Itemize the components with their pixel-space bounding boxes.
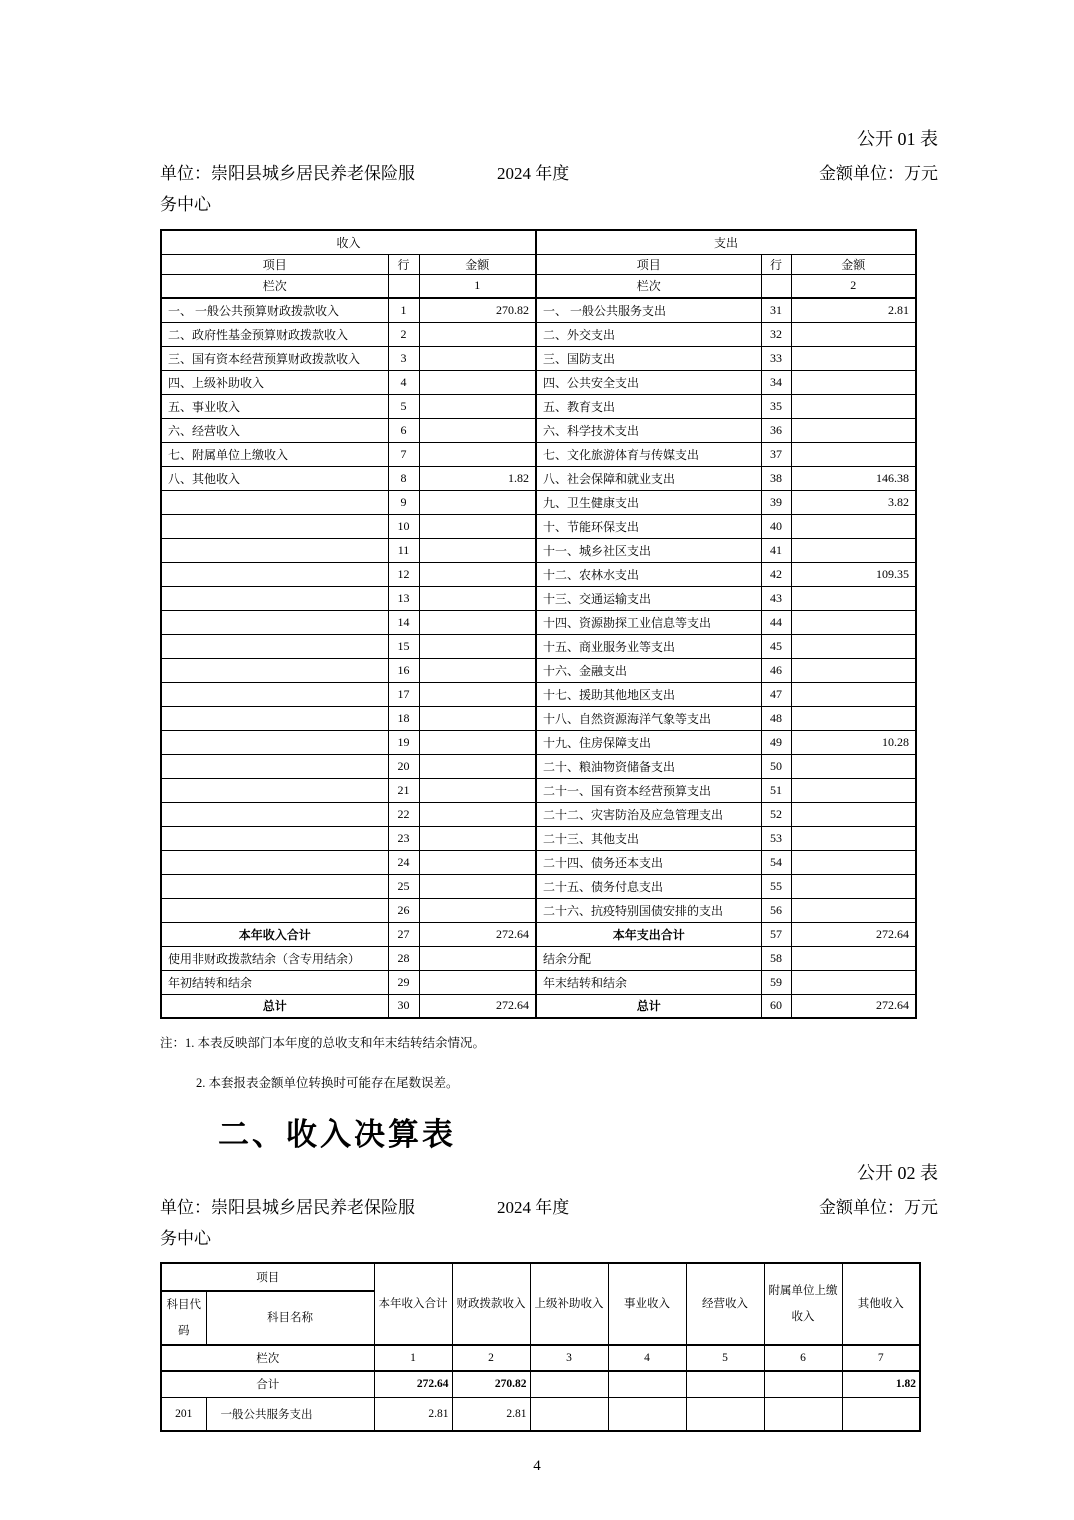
income-amount-cell [419, 610, 536, 634]
unit-label [160, 158, 497, 220]
detail-value-cell [842, 1397, 920, 1431]
summary-table-row [161, 634, 916, 658]
expense-line-cell: 38 [761, 466, 791, 490]
income-item-cell [161, 610, 388, 634]
income-item-cell [161, 898, 388, 922]
expense-item-cell: 十二、农林水支出 [536, 562, 761, 586]
expense-amount-cell [791, 418, 916, 442]
summary-table-body [161, 298, 916, 1018]
expense-item-cell: 十、节能环保支出 [536, 514, 761, 538]
summary-table-row [161, 562, 916, 586]
income-amount-cell [419, 730, 536, 754]
summary-table-row [161, 322, 916, 346]
income-line-cell: 21 [388, 778, 419, 802]
income-item-cell [161, 826, 388, 850]
expense-item-cell: 二十一、国有资本经营预算支出 [536, 778, 761, 802]
expense-line-cell: 42 [761, 562, 791, 586]
expense-amount-cell [791, 706, 916, 730]
summary-table-row [161, 466, 916, 490]
detail-total-value: 272.64 [374, 1371, 452, 1397]
income-item-cell [161, 490, 388, 514]
income-amount-cell [419, 946, 536, 970]
detail-lanci-2: 2 [452, 1345, 530, 1371]
expense-amount-cell [791, 682, 916, 706]
expense-amount-cell [791, 634, 916, 658]
income-amount-cell [419, 586, 536, 610]
income-line-cell: 20 [388, 754, 419, 778]
income-item-cell: 二、政府性基金预算财政拨款收入 [161, 322, 388, 346]
income-item-cell [161, 874, 388, 898]
col-header-other-income: 其他收入 [842, 1263, 920, 1345]
income-item-cell: 总计 [161, 994, 388, 1018]
income-amount-cell [419, 514, 536, 538]
income-item-cell: 七、附属单位上缴收入 [161, 442, 388, 466]
income-amount-cell [419, 322, 536, 346]
expense-item-cell: 六、科学技术支出 [536, 418, 761, 442]
expense-line-cell: 43 [761, 586, 791, 610]
col-header-superior-subsidy: 上级补助收入 [530, 1263, 608, 1345]
group-header-row [161, 230, 916, 254]
expense-line-cell: 58 [761, 946, 791, 970]
income-item-cell: 八、其他收入 [161, 466, 388, 490]
detail-lanci-4: 4 [608, 1345, 686, 1371]
expense-line-cell: 49 [761, 730, 791, 754]
expense-item-cell: 四、公共安全支出 [536, 370, 761, 394]
expense-line-cell: 48 [761, 706, 791, 730]
summary-table-row [161, 538, 916, 562]
detail-total-value [530, 1371, 608, 1397]
income-line-cell: 25 [388, 874, 419, 898]
item-group-header: 项目 [161, 1263, 374, 1291]
detail-total-value: 1.82 [842, 1371, 920, 1397]
income-line-cell: 26 [388, 898, 419, 922]
expense-amount-cell [791, 826, 916, 850]
income-amount-cell [419, 394, 536, 418]
income-detail-table [160, 1262, 921, 1432]
fiscal-year-label-2: 2024 年度 [497, 1198, 570, 1217]
page-content [160, 0, 938, 1432]
expense-line-cell: 31 [761, 298, 791, 322]
income-amount-cell [419, 370, 536, 394]
summary-table-row [161, 418, 916, 442]
expense-line-cell: 46 [761, 658, 791, 682]
income-item-cell: 年初结转和结余 [161, 970, 388, 994]
summary-table-row [161, 370, 916, 394]
detail-lanci-6: 6 [764, 1345, 842, 1371]
income-amount-cell: 270.82 [419, 298, 536, 322]
summary-table-row [161, 970, 916, 994]
unit-line1: 单位：崇阳县城乡居民养老保险服 [160, 164, 415, 183]
income-item-cell: 三、国有资本经营预算财政拨款收入 [161, 346, 388, 370]
income-item-cell [161, 658, 388, 682]
expense-line-cell: 51 [761, 778, 791, 802]
expense-item-cell: 五、教育支出 [536, 394, 761, 418]
expense-line-cell: 50 [761, 754, 791, 778]
detail-lanci-label: 栏次 [161, 1345, 374, 1371]
summary-table-row [161, 298, 916, 322]
expense-lanci-empty [761, 274, 791, 298]
expense-item-cell: 本年支出合计 [536, 922, 761, 946]
expense-amount-cell: 10.28 [791, 730, 916, 754]
amount-unit-label-2: 金额单位：万元 [819, 1198, 938, 1217]
income-item-cell [161, 802, 388, 826]
expense-line-cell: 56 [761, 898, 791, 922]
unit-line2-2: 务中心 [160, 1229, 211, 1248]
income-line-cell: 27 [388, 922, 419, 946]
income-line-cell: 1 [388, 298, 419, 322]
expense-line-cell: 59 [761, 970, 791, 994]
expense-amount-cell: 272.64 [791, 922, 916, 946]
expense-lanci-label: 栏次 [536, 274, 761, 298]
detail-value-cell [764, 1397, 842, 1431]
income-lanci-empty [388, 274, 419, 298]
summary-table-row [161, 850, 916, 874]
income-item-cell [161, 850, 388, 874]
expense-line-header: 行 [761, 254, 791, 274]
detail-header-row-1 [161, 1263, 920, 1291]
table01-meta [160, 158, 938, 220]
col-header-affiliated-contribution: 附属单位上缴收入 [764, 1263, 842, 1345]
expense-line-cell: 45 [761, 634, 791, 658]
income-item-cell [161, 562, 388, 586]
income-line-cell: 10 [388, 514, 419, 538]
expense-amount-cell [791, 610, 916, 634]
expense-amount-cell [791, 970, 916, 994]
summary-table-row [161, 586, 916, 610]
expense-item-cell: 九、卫生健康支出 [536, 490, 761, 514]
income-item-cell: 本年收入合计 [161, 922, 388, 946]
income-amount-cell [419, 634, 536, 658]
expense-amount-cell [791, 586, 916, 610]
expense-line-cell: 57 [761, 922, 791, 946]
detail-value-cell: 2.81 [452, 1397, 530, 1431]
income-amount-cell [419, 826, 536, 850]
expense-item-cell: 十八、自然资源海洋气象等支出 [536, 706, 761, 730]
expense-amount-cell [791, 370, 916, 394]
income-amount-cell [419, 970, 536, 994]
summary-table-row [161, 754, 916, 778]
income-amount-cell [419, 538, 536, 562]
expense-item-cell: 二十二、灾害防治及应急管理支出 [536, 802, 761, 826]
detail-lanci-row [161, 1345, 920, 1371]
summary-table-row [161, 490, 916, 514]
expense-line-cell: 47 [761, 682, 791, 706]
income-line-cell: 29 [388, 970, 419, 994]
subject-name-header: 科目名称 [206, 1291, 374, 1345]
subject-code-cell: 201 [161, 1397, 206, 1431]
income-amount-cell [419, 442, 536, 466]
expense-item-cell: 二十、粮油物资储备支出 [536, 754, 761, 778]
expense-item-cell: 二、外交支出 [536, 322, 761, 346]
note-1: 注：1. 本表反映部门本年度的总收支和年末结转结余情况。 [160, 1036, 486, 1050]
income-line-cell: 16 [388, 658, 419, 682]
expense-item-cell: 十六、金融支出 [536, 658, 761, 682]
income-item-header: 项目 [161, 254, 388, 274]
expense-amount-cell: 109.35 [791, 562, 916, 586]
income-item-cell [161, 514, 388, 538]
subject-name-cell: 一般公共服务支出 [206, 1397, 374, 1431]
expense-item-cell: 三、国防支出 [536, 346, 761, 370]
expense-amount-cell: 2.81 [791, 298, 916, 322]
expense-amount-cell [791, 802, 916, 826]
table01-notes [160, 1033, 938, 1091]
expense-item-cell: 二十五、债务付息支出 [536, 874, 761, 898]
expense-item-cell: 总计 [536, 994, 761, 1018]
expense-item-cell: 年末结转和结余 [536, 970, 761, 994]
summary-table-row [161, 994, 916, 1018]
income-line-cell: 19 [388, 730, 419, 754]
expense-line-cell: 39 [761, 490, 791, 514]
income-item-cell: 四、上级补助收入 [161, 370, 388, 394]
expense-amount-cell [791, 394, 916, 418]
income-line-cell: 22 [388, 802, 419, 826]
income-amount-cell [419, 874, 536, 898]
detail-total-label: 合计 [161, 1371, 374, 1397]
col-header-operation-income: 事业收入 [608, 1263, 686, 1345]
income-amount-cell [419, 754, 536, 778]
income-item-cell [161, 730, 388, 754]
summary-table-row [161, 706, 916, 730]
expense-amount-cell [791, 538, 916, 562]
expense-item-cell: 二十六、抗疫特别国债安排的支出 [536, 898, 761, 922]
note-2: 2. 本套报表金额单位转换时可能存在尾数误差。 [196, 1076, 459, 1090]
income-detail-body [161, 1371, 920, 1431]
income-line-cell: 24 [388, 850, 419, 874]
income-line-cell: 6 [388, 418, 419, 442]
column-header-row [161, 254, 916, 274]
expense-item-cell: 八、社会保障和就业支出 [536, 466, 761, 490]
income-item-cell [161, 706, 388, 730]
subject-code-header: 科目代码 [161, 1291, 206, 1345]
expense-amount-cell: 272.64 [791, 994, 916, 1018]
expense-item-cell: 十五、商业服务业等支出 [536, 634, 761, 658]
income-amount-cell [419, 658, 536, 682]
detail-total-value [686, 1371, 764, 1397]
detail-total-value: 270.82 [452, 1371, 530, 1397]
lanci-row [161, 274, 916, 298]
income-item-cell: 六、经营收入 [161, 418, 388, 442]
income-line-cell: 28 [388, 946, 419, 970]
income-item-cell [161, 682, 388, 706]
expense-amount-cell [791, 442, 916, 466]
income-item-cell [161, 778, 388, 802]
summary-table-row [161, 442, 916, 466]
unit-line2: 务中心 [160, 195, 211, 214]
expense-item-cell: 七、文化旅游体育与传媒支出 [536, 442, 761, 466]
col-header-business-income: 经营收入 [686, 1263, 764, 1345]
income-item-cell [161, 538, 388, 562]
expense-line-cell: 34 [761, 370, 791, 394]
unit-line1-2: 单位：崇阳县城乡居民养老保险服 [160, 1198, 415, 1217]
expense-line-cell: 35 [761, 394, 791, 418]
expense-line-cell: 52 [761, 802, 791, 826]
expense-item-cell: 结余分配 [536, 946, 761, 970]
income-line-cell: 4 [388, 370, 419, 394]
detail-total-value [608, 1371, 686, 1397]
summary-table-row [161, 394, 916, 418]
summary-table-row [161, 610, 916, 634]
summary-table-row [161, 946, 916, 970]
income-amount-cell [419, 562, 536, 586]
income-line-cell: 8 [388, 466, 419, 490]
unit-label-2 [160, 1192, 497, 1254]
expense-amount-cell [791, 874, 916, 898]
fiscal-year-label: 2024 年度 [497, 164, 570, 183]
income-line-cell: 23 [388, 826, 419, 850]
col-header-fiscal-appropriation: 财政拨款收入 [452, 1263, 530, 1345]
expense-amount-cell [791, 850, 916, 874]
summary-table-row [161, 826, 916, 850]
expense-amount-cell: 146.38 [791, 466, 916, 490]
income-amount-cell [419, 898, 536, 922]
amount-unit-label: 金额单位：万元 [819, 164, 938, 183]
income-line-cell: 12 [388, 562, 419, 586]
summary-table-row [161, 730, 916, 754]
income-line-cell: 2 [388, 322, 419, 346]
expense-item-cell: 十七、援助其他地区支出 [536, 682, 761, 706]
detail-data-row [161, 1397, 920, 1431]
section-title-income-statement: 二、收入决算表 [218, 1117, 456, 1152]
expense-line-cell: 33 [761, 346, 791, 370]
detail-value-cell [686, 1397, 764, 1431]
expense-line-cell: 41 [761, 538, 791, 562]
expense-item-cell: 二十四、债务还本支出 [536, 850, 761, 874]
table02-meta [160, 1192, 938, 1254]
summary-table-row [161, 778, 916, 802]
expense-amount-cell [791, 898, 916, 922]
income-amount-cell [419, 490, 536, 514]
income-amount-cell [419, 706, 536, 730]
summary-table-row [161, 658, 916, 682]
summary-table-row [161, 346, 916, 370]
expense-line-cell: 60 [761, 994, 791, 1018]
expense-line-cell: 40 [761, 514, 791, 538]
income-line-cell: 9 [388, 490, 419, 514]
page-number: 4 [533, 1458, 541, 1474]
income-line-cell: 18 [388, 706, 419, 730]
income-amount-cell: 272.64 [419, 994, 536, 1018]
income-amount-cell [419, 346, 536, 370]
income-line-cell: 3 [388, 346, 419, 370]
expense-line-cell: 55 [761, 874, 791, 898]
expense-item-cell: 十九、住房保障支出 [536, 730, 761, 754]
summary-table [160, 229, 917, 1019]
detail-value-cell [530, 1397, 608, 1431]
expense-line-cell: 44 [761, 610, 791, 634]
expense-amount-cell [791, 778, 916, 802]
income-line-cell: 30 [388, 994, 419, 1018]
summary-table-row [161, 682, 916, 706]
sheet-label-02: 公开 02 表 [857, 1163, 938, 1183]
income-lanci-number: 1 [419, 274, 536, 298]
income-amount-cell [419, 418, 536, 442]
income-line-cell: 15 [388, 634, 419, 658]
summary-table-row [161, 802, 916, 826]
expense-item-cell: 十四、资源勘探工业信息等支出 [536, 610, 761, 634]
income-line-cell: 17 [388, 682, 419, 706]
income-amount-cell: 1.82 [419, 466, 536, 490]
expense-amount-cell [791, 754, 916, 778]
expense-line-cell: 37 [761, 442, 791, 466]
expense-item-cell: 一、 一般公共服务支出 [536, 298, 761, 322]
expense-amount-cell [791, 514, 916, 538]
income-line-cell: 13 [388, 586, 419, 610]
income-line-cell: 5 [388, 394, 419, 418]
income-amount-cell [419, 778, 536, 802]
expense-lanci-number: 2 [791, 274, 916, 298]
expense-line-cell: 54 [761, 850, 791, 874]
detail-value-cell: 2.81 [374, 1397, 452, 1431]
sheet-label-01: 公开 01 表 [857, 129, 938, 149]
summary-table-row [161, 514, 916, 538]
income-amount-cell: 272.64 [419, 922, 536, 946]
expense-amount-cell [791, 658, 916, 682]
expense-item-cell: 十一、城乡社区支出 [536, 538, 761, 562]
expense-amount-header: 金额 [791, 254, 916, 274]
detail-lanci-7: 7 [842, 1345, 920, 1371]
income-line-cell: 7 [388, 442, 419, 466]
expense-line-cell: 53 [761, 826, 791, 850]
col-header-total-income: 本年收入合计 [374, 1263, 452, 1345]
expense-amount-cell [791, 346, 916, 370]
expense-group-header: 支出 [536, 230, 916, 254]
detail-value-cell [608, 1397, 686, 1431]
income-item-cell [161, 754, 388, 778]
income-group-header: 收入 [161, 230, 536, 254]
expense-item-cell: 十三、交通运输支出 [536, 586, 761, 610]
summary-table-row [161, 898, 916, 922]
expense-amount-cell [791, 322, 916, 346]
expense-item-header: 项目 [536, 254, 761, 274]
income-line-cell: 11 [388, 538, 419, 562]
income-amount-cell [419, 850, 536, 874]
expense-item-cell: 二十三、其他支出 [536, 826, 761, 850]
expense-amount-cell: 3.82 [791, 490, 916, 514]
income-item-cell [161, 586, 388, 610]
expense-line-cell: 32 [761, 322, 791, 346]
summary-table-row [161, 922, 916, 946]
income-item-cell [161, 634, 388, 658]
detail-lanci-3: 3 [530, 1345, 608, 1371]
expense-amount-cell [791, 946, 916, 970]
income-item-cell: 一、 一般公共预算财政拨款收入 [161, 298, 388, 322]
detail-total-row [161, 1371, 920, 1397]
income-detail-head [161, 1263, 920, 1371]
income-amount-header: 金额 [419, 254, 536, 274]
detail-lanci-5: 5 [686, 1345, 764, 1371]
summary-table-row [161, 874, 916, 898]
income-line-header: 行 [388, 254, 419, 274]
income-item-cell: 使用非财政拨款结余（含专用结余） [161, 946, 388, 970]
detail-lanci-1: 1 [374, 1345, 452, 1371]
income-amount-cell [419, 802, 536, 826]
detail-total-value [764, 1371, 842, 1397]
income-lanci-label: 栏次 [161, 274, 388, 298]
summary-table-head [161, 230, 916, 298]
income-line-cell: 14 [388, 610, 419, 634]
expense-line-cell: 36 [761, 418, 791, 442]
income-item-cell: 五、事业收入 [161, 394, 388, 418]
income-amount-cell [419, 682, 536, 706]
